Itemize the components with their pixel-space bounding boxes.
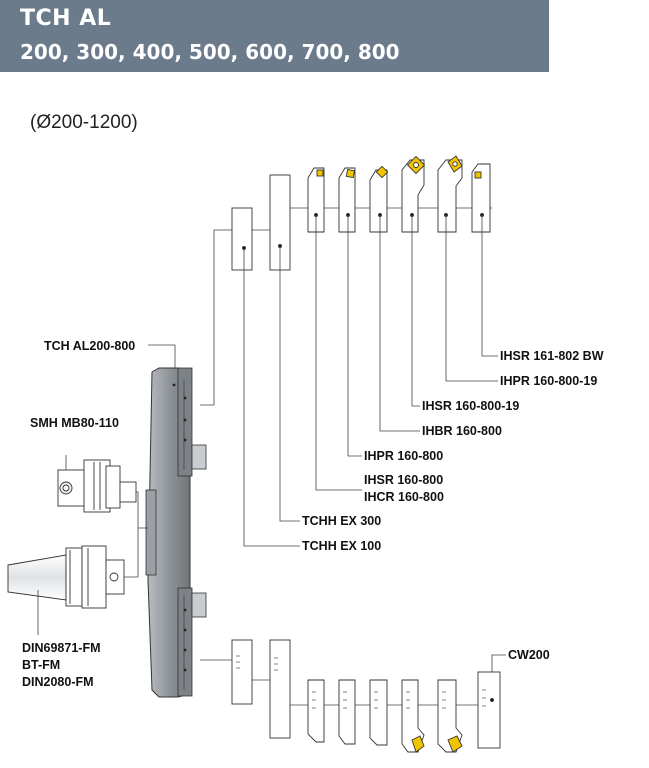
cartridge-ihbr-160-800 xyxy=(370,166,388,232)
taper-shank xyxy=(8,546,124,608)
label-cw200: CW200 xyxy=(508,648,550,662)
cartridge-bottom-3 xyxy=(370,680,387,745)
label-ihsr-160-800: IHSR 160-800 xyxy=(364,473,444,487)
label-din69871: DIN69871-FM xyxy=(22,641,101,655)
label-ihcr-160-800: IHCR 160-800 xyxy=(364,490,444,504)
main-bar-body xyxy=(146,368,206,697)
product-title: TCH AL xyxy=(20,6,112,31)
cartridge-bottom-1 xyxy=(308,680,324,742)
label-ihbr-160-800: IHBR 160-800 xyxy=(422,424,502,438)
label-tchh-ex-300: TCHH EX 300 xyxy=(302,514,382,528)
label-smh: SMH MB80-110 xyxy=(30,416,119,430)
cartridge-ihsr-161-802-bw xyxy=(472,164,490,232)
label-din2080: DIN2080-FM xyxy=(22,675,94,689)
leader-lines xyxy=(244,215,506,672)
label-tch-al: TCH AL200-800 xyxy=(44,339,136,353)
extension-tchh-ex-300-bottom xyxy=(270,640,290,738)
product-sizes: 200, 300, 400, 500, 600, 700, 800 xyxy=(20,40,400,64)
smh-adaptor xyxy=(58,460,136,512)
extension-tchh-ex-100-bottom xyxy=(232,640,252,704)
cartridge-bottom-5 xyxy=(438,680,462,752)
cartridge-bottom-2 xyxy=(339,680,355,744)
extension-tchh-ex-100-top xyxy=(232,208,252,270)
cartridge-ihpr-160-800 xyxy=(339,168,355,232)
cartridge-ihpr-160-800-19 xyxy=(438,156,462,232)
label-bt: BT-FM xyxy=(22,658,61,672)
label-ihsr-160-800-19: IHSR 160-800-19 xyxy=(422,399,520,413)
diameter-range: (Ø200-1200) xyxy=(30,112,138,133)
label-ihsr-161-802-bw: IHSR 161-802 BW xyxy=(500,349,604,363)
label-ihpr-160-800: IHPR 160-800 xyxy=(364,449,444,463)
label-tchh-ex-100: TCHH EX 100 xyxy=(302,539,382,553)
label-ihpr-160-800-19: IHPR 160-800-19 xyxy=(500,374,598,388)
counterweight-cw200 xyxy=(478,672,500,748)
cartridge-ihsr-160-800-19 xyxy=(402,157,424,232)
cartridge-bottom-4 xyxy=(402,680,424,752)
